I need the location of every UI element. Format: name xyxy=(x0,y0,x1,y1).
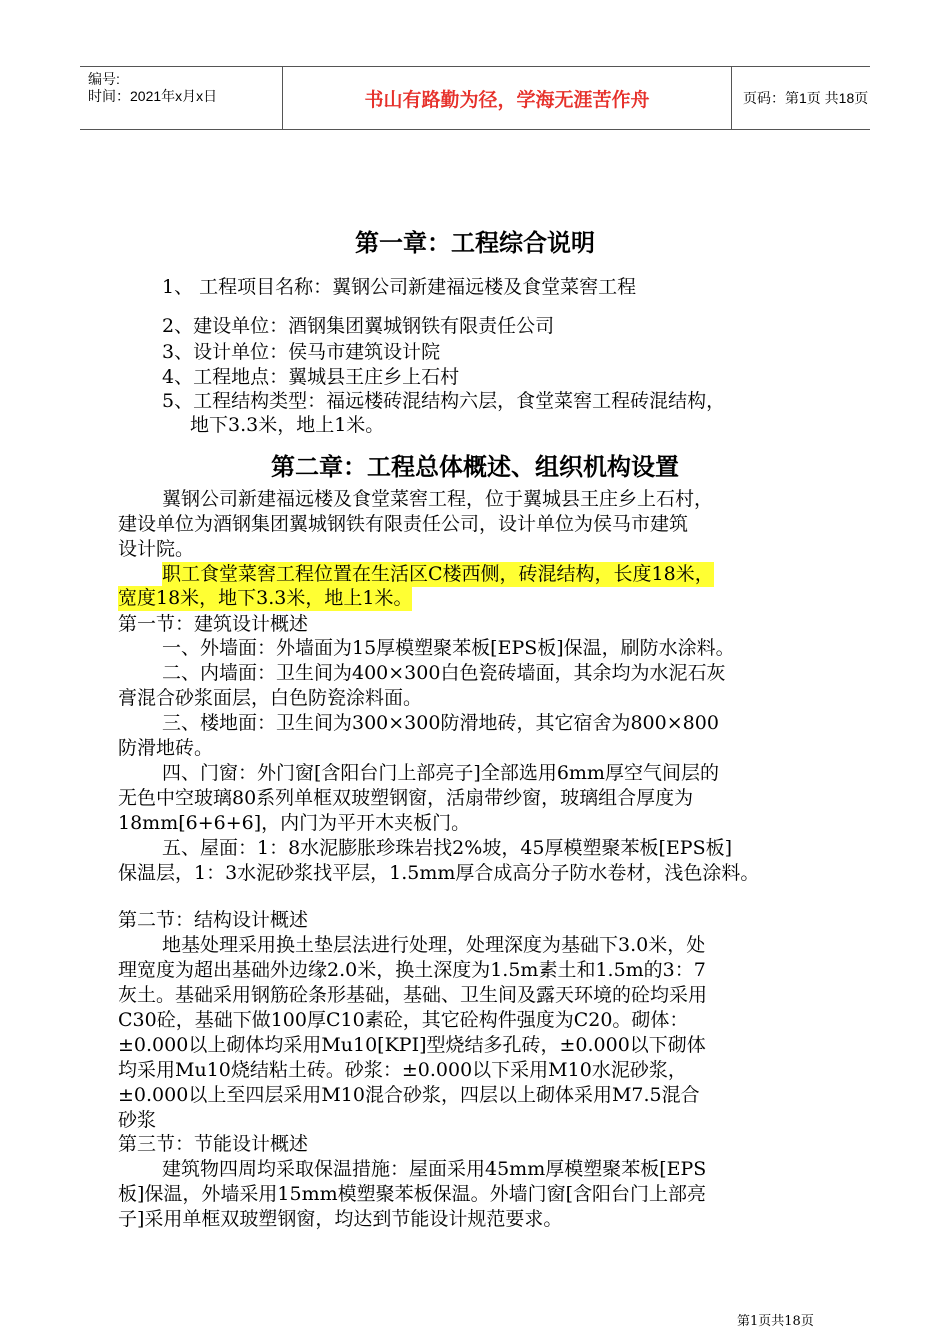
paragraph-line: 设计院。 xyxy=(118,538,195,560)
section3-title: 第三节：节能设计概述 xyxy=(118,1133,309,1155)
document-number: 编号: xyxy=(88,71,120,87)
paragraph-line: 四、门窗：外门窗[含阳台门上部亮子]全部选用6mm厚空气间层的 xyxy=(162,762,719,784)
project-location: 4、工程地点：翼城县王庄乡上石村 xyxy=(162,366,460,388)
paragraph-line: 防滑地砖。 xyxy=(118,737,214,759)
highlighted-line: 职工食堂菜窖工程位置在生活区C楼西侧，砖混结构，长度18米， xyxy=(162,563,714,585)
page-footer: 第1页共18页 xyxy=(737,1314,814,1329)
project-name: 1、 工程项目名称：翼钢公司新建福远楼及食堂菜窖工程 xyxy=(162,276,637,298)
highlighted-line: 宽度18米，地下3.3米，地上1米。 xyxy=(118,587,413,609)
paragraph-line: 子]采用单框双玻塑钢窗，均达到节能设计规范要求。 xyxy=(118,1208,563,1230)
paragraph-line: 五、屋面：1：8水泥膨胀珍珠岩找2%坡，45厚模塑聚苯板[EPS板] xyxy=(162,837,732,859)
paragraph-line: 三、楼地面：卫生间为300×300防滑地砖，其它宿舍为800×800 xyxy=(162,712,719,734)
structure-type-cont: 地下3.3米，地上1米。 xyxy=(190,414,385,436)
paragraph-line: ±0.000以上砌体均采用Mu10[KPI]型烧结多孔砖，±0.000以下砌体 xyxy=(118,1034,706,1056)
paragraph-line: 理宽度为超出基础外边缘2.0米，换土深度为1.5m素土和1.5m的3：7 xyxy=(118,959,706,981)
paragraph-line: 板]保温，外墙采用15mm模塑聚苯板保温。外墙门窗[含阳台门上部亮 xyxy=(118,1183,707,1205)
paragraph-line: 均采用Mu10烧结粘土砖。砂浆：±0.000以下采用M10水泥砂浆， xyxy=(118,1059,687,1081)
paragraph-line: 一、外墙面：外墙面为15厚模塑聚苯板[EPS板]保温，刷防水涂料。 xyxy=(162,637,735,659)
paragraph-line: 无色中空玻璃80系列单框双玻塑钢窗，活扇带纱窗，玻璃组合厚度为 xyxy=(118,787,694,809)
page-header xyxy=(80,66,870,130)
document-date: 时间：2021年x月x日 xyxy=(88,88,218,104)
section1-title: 第一节：建筑设计概述 xyxy=(118,613,309,635)
paragraph-line: 地基处理采用换土垫层法进行处理，处理深度为基础下3.0米，处 xyxy=(162,934,706,956)
construction-unit: 2、建设单位：酒钢集团翼城钢铁有限责任公司 xyxy=(162,315,555,337)
paragraph-line: ±0.000以上至四层采用M10混合砂浆，四层以上砌体采用M7.5混合 xyxy=(118,1084,700,1106)
design-unit: 3、设计单位：侯马市建筑设计院 xyxy=(162,341,441,363)
structure-type: 5、工程结构类型：福远楼砖混结构六层，食堂菜窖工程砖混结构， xyxy=(162,390,726,412)
chapter1-title: 第一章：工程综合说明 xyxy=(355,228,595,257)
header-motto: 书山有路勤为径，学海无涯苦作舟 xyxy=(282,67,732,129)
paragraph-line: 灰土。基础采用钢筋砼条形基础，基础、卫生间及露天环境的砼均采用 xyxy=(118,984,708,1006)
paragraph-line: 建设单位为酒钢集团翼城钢铁有限责任公司，设计单位为侯马市建筑 xyxy=(118,513,689,535)
paragraph-line: 砂浆 xyxy=(118,1109,157,1131)
paragraph-line: 翼钢公司新建福远楼及食堂菜窖工程，位于翼城县王庄乡上石村， xyxy=(162,488,714,510)
header-meta xyxy=(80,67,282,129)
section2-title: 第二节：结构设计概述 xyxy=(118,909,309,931)
paragraph-line: 膏混合砂浆面层，白色防瓷涂料面。 xyxy=(118,687,423,709)
paragraph-line: 保温层，1：3水泥砂浆找平层，1.5mm厚合成高分子防水卷材，浅色涂料。 xyxy=(118,862,760,884)
paragraph-line: 建筑物四周均采取保温措施：屋面采用45mm厚模塑聚苯板[EPS xyxy=(162,1158,707,1180)
paragraph-line: 18mm[6+6+6]，内门为平开木夹板门。 xyxy=(118,812,471,834)
paragraph-line: C30砼，基础下做100厚C10素砼，其它砼构件强度为C20。砌体： xyxy=(118,1009,689,1031)
paragraph-line: 二、内墙面：卫生间为400×300白色瓷砖墙面，其余均为水泥石灰 xyxy=(162,662,726,684)
header-page-info: 页码：第1页 共18页 xyxy=(743,90,869,106)
chapter2-title: 第二章：工程总体概述、组织机构设置 xyxy=(271,452,679,481)
